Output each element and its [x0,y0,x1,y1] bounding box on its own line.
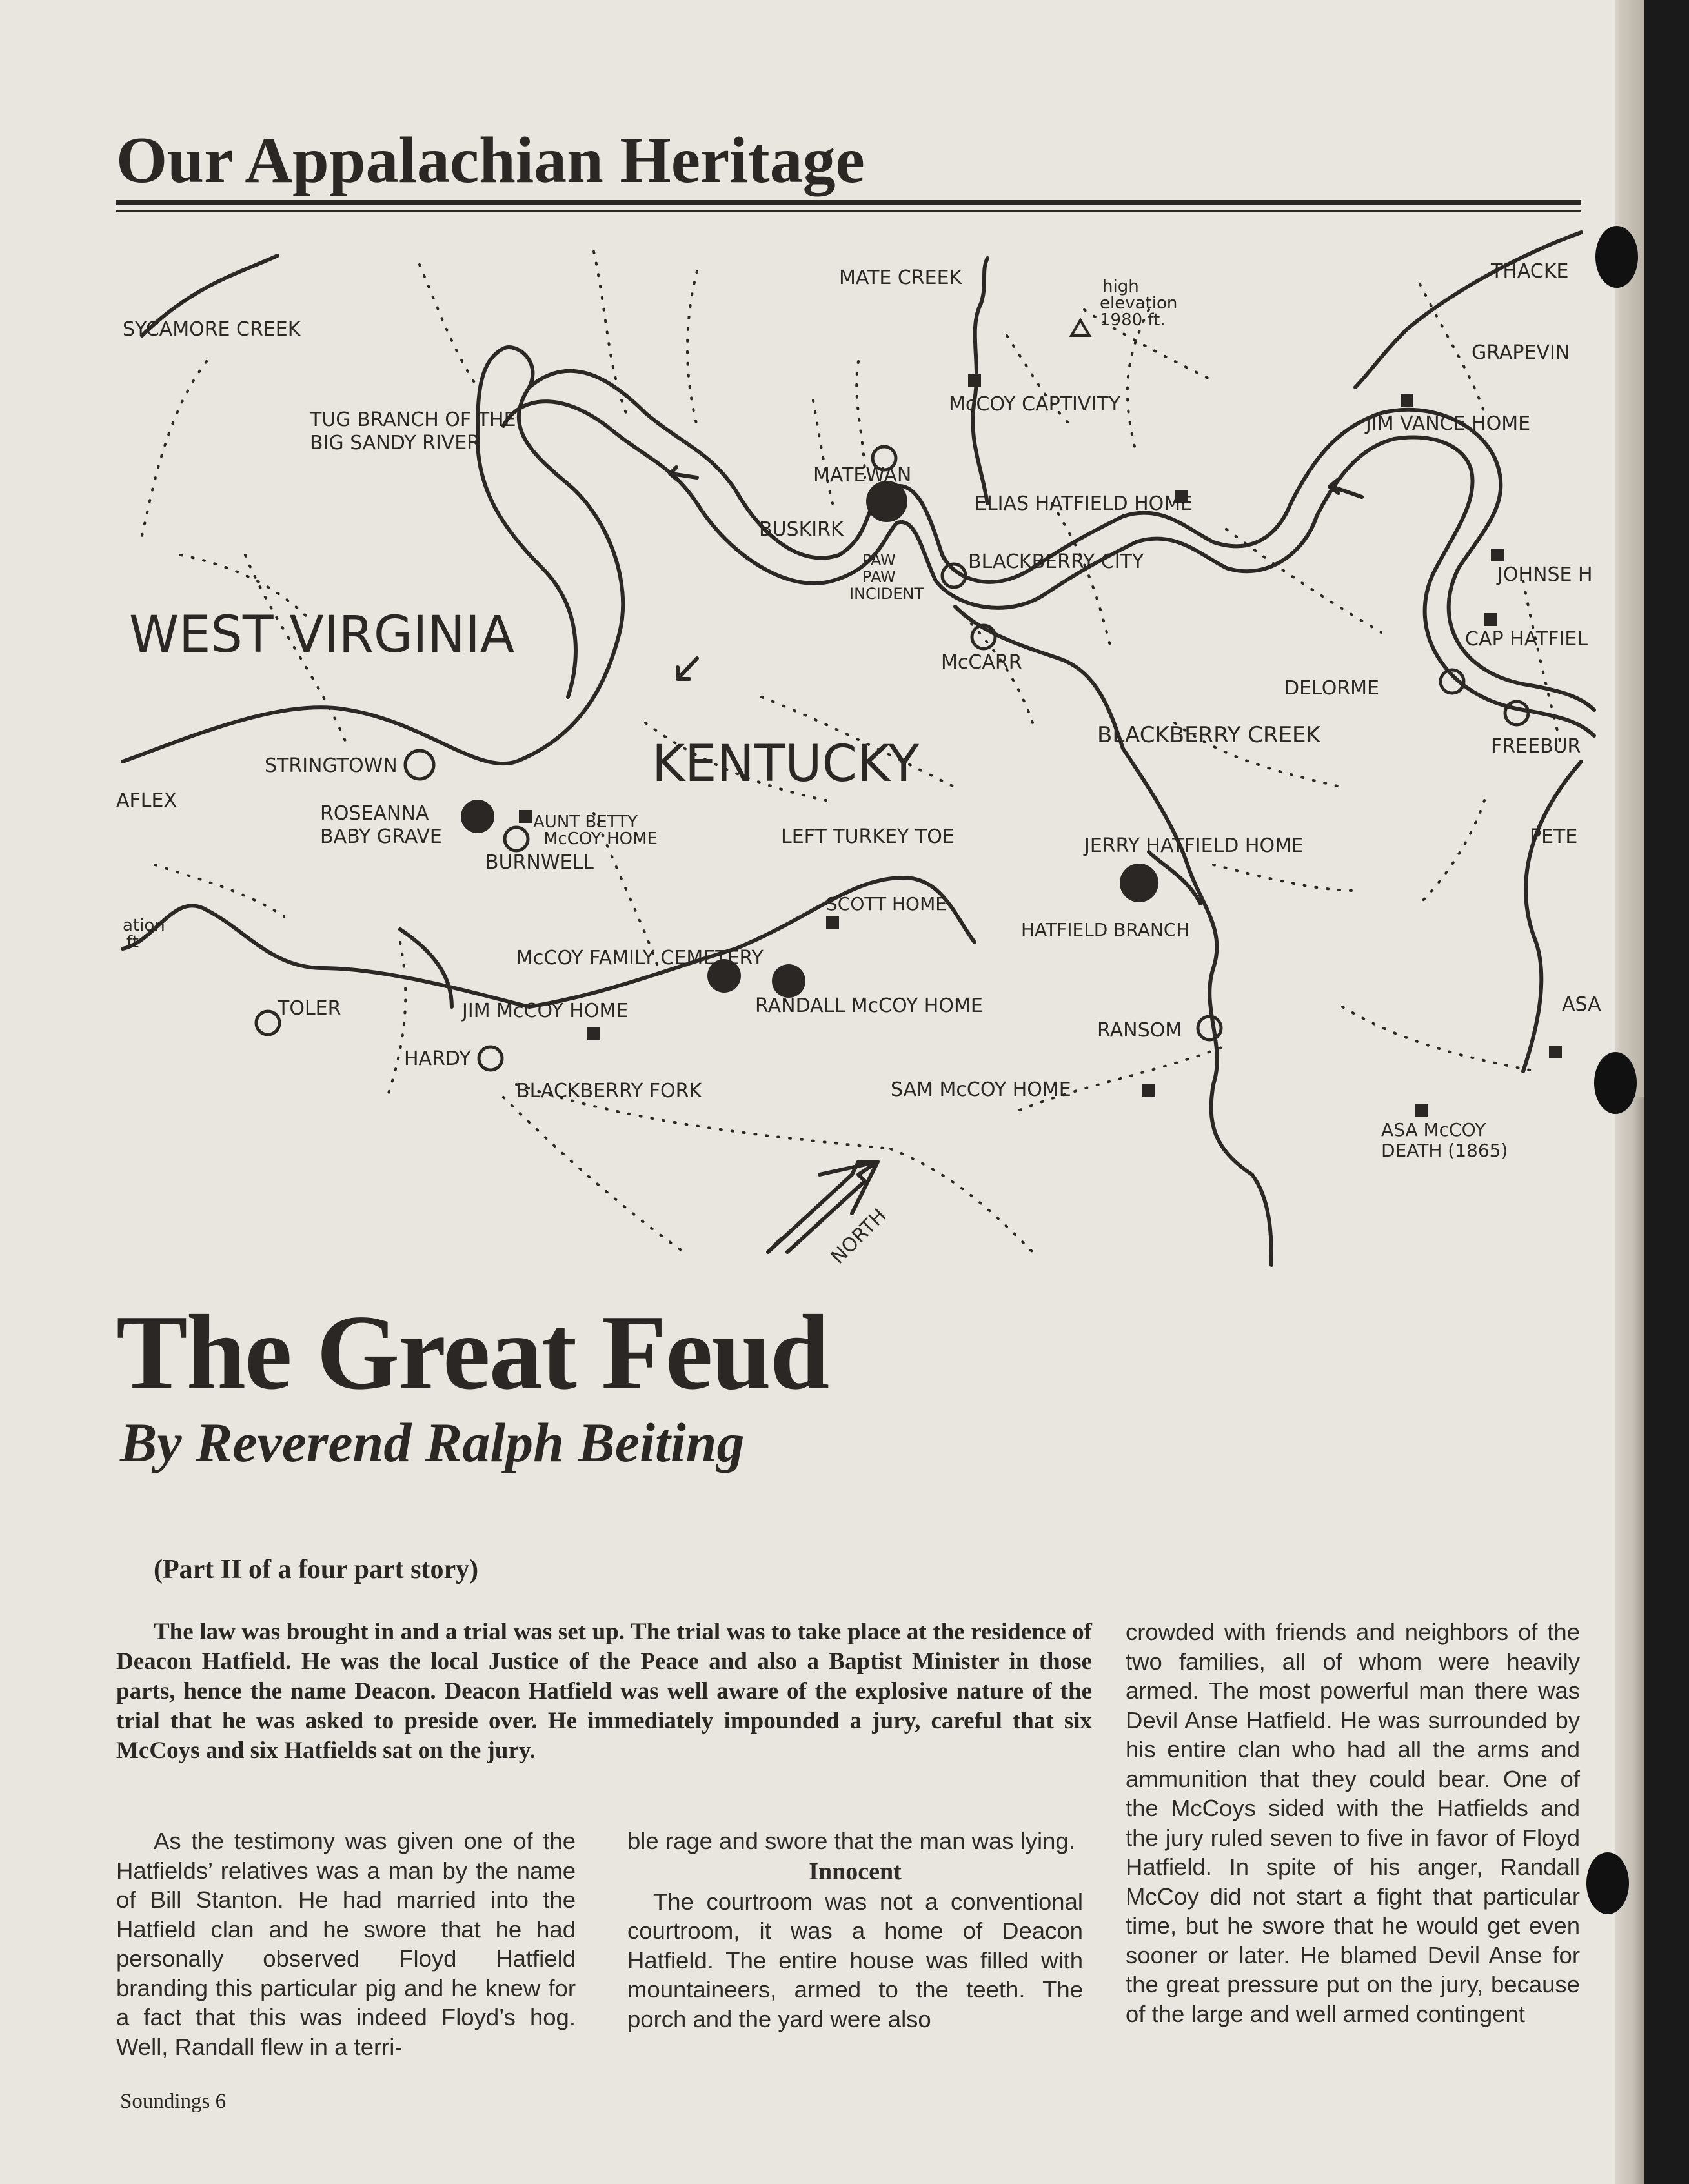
label-burnwell: BURNWELL [485,851,594,874]
map-trail [387,942,405,1097]
label-mccoy-cemetery: McCOY FAMILY CEMETERY [516,947,764,969]
label-johnse: JOHNSE H [1497,563,1593,586]
label-thacker: THACKE [1491,260,1569,283]
label-elevation: elevation [1100,294,1178,313]
article-title: The Great Feud [116,1293,829,1411]
binder-background [1644,0,1689,2184]
map-trail [687,271,697,426]
punch-hole-middle [1594,1052,1637,1114]
home-aunt-betty [519,810,532,823]
home-mccoy-captivity [968,374,981,387]
map-trail [1052,503,1110,645]
home-sam-mccoy [1142,1084,1155,1097]
label-roseanna: ROSEANNA [320,802,429,825]
home-cap-hatfield [1484,613,1497,626]
map-trail [891,1149,1033,1252]
label-toler: TOLER [278,997,341,1020]
site-jerry-hatfield-home [1120,864,1158,902]
home-scott [826,916,839,929]
town-hardy [479,1047,502,1070]
label-asa-mccoy: ASA McCOY [1381,1119,1486,1140]
label-hatfield-branch: HATFIELD BRANCH [1021,919,1190,940]
label-jim-vance-home: JIM VANCE HOME [1366,412,1531,435]
home-asa [1549,1046,1562,1058]
label-sam-mccoy-home: SAM McCOY HOME [891,1078,1071,1101]
label-elias-hatfield-home: ELIAS HATFIELD HOME [975,492,1193,515]
label-mccarr: McCARR [941,651,1022,674]
section-header-title: Our Appalachian Heritage [116,124,865,197]
label-blackberry-city: BLACKBERRY CITY [968,551,1144,573]
label-incident: INCIDENT [849,585,924,603]
label-elev-value: 1980 ft. [1100,310,1166,330]
label-hardy: HARDY [404,1047,471,1070]
page-curl [1619,0,1644,1097]
label-blackberry-fork: BLACKBERRY FORK [516,1080,702,1102]
label-mate-creek: MATE CREEK [839,267,962,289]
site-paw-paw-incident [866,481,907,522]
header-rule-thin [116,210,1581,212]
thacker-branch [1355,232,1581,387]
home-jim-mccoy [587,1027,600,1040]
map-trail [594,252,626,413]
feud-map-svg [116,232,1601,1291]
map-trail [813,400,833,503]
map-trail [1213,865,1355,891]
town-toler [256,1011,279,1035]
map-trail [1523,581,1562,749]
header-rule-thick [116,200,1581,205]
flow-arrow [678,658,697,679]
label-freeburn: FREEBUR [1491,735,1581,758]
map-trail [142,361,207,536]
column-3 [1126,1617,1580,2028]
label-aunt-betty-home: McCOY HOME [543,829,658,849]
label-matewan: MATEWAN [813,464,912,487]
column-2-text-a: ble rage and swore that the man was lying. [627,1828,1075,1854]
page-footer: Soundings 6 [120,2090,227,2113]
label-tug-branch: TUG BRANCH OF THE [310,409,516,431]
column-2 [627,1826,1083,2034]
hardy-branch [400,929,452,1007]
column-3-text: crowded with friends and neighbors of the two families, all of whom were heavily armed. The most powerful man there was Devil Anse Hatfield. He was surrounded by his entire clan who had all the arms and ammunition that they could bear. One of the McCoys sided with the Hatfields and the jury ruled seven to five in favor of Floyd Hatfield. In spite of his anger, Randall McCoy did not start a fight that particular time, but he swore that he would get even sooner or later. He blamed Devil Anse for the great pressure put on the jury, because of the large and well armed contingent [1126,1619,1580,2027]
label-kentucky: KENTUCKY [652,735,919,793]
label-paw: PAW [862,551,896,569]
label-mccoy-captivity: McCOY CAPTIVITY [949,393,1120,416]
lead-paragraph: The law was brought in and a trial was set up. The trial was to take place at the residence of Deacon Hatfield. He was the local Justice of the Peace and also a Baptist Minister in those parts, hence the name Deacon. Deacon Hatfield was well aware of the explosive nature of the trial that he was asked to preside over. He immediately impounded a jury, careful that six McCoys and six Hatfields sat on the jury. [116,1619,1092,1764]
label-high: high [1102,277,1139,296]
label-randall-mccoy-home: RANDALL McCOY HOME [755,995,983,1017]
column-1-text: As the testimony was given one of the Hatfields’ relatives was a man by the name of Bill Stanton. He had married into the Hatfield clan and he swore that he had personally observed Floyd Hatfield branding this particular pig and he knew for a fact that this was indeed Floyd’s hog. Well, Randall flew in a terri- [116,1828,576,2060]
map-trail [420,265,478,387]
label-jim-mccoy-home: JIM McCOY HOME [462,1000,629,1022]
label-scott-home: SCOTT HOME [826,893,947,915]
map-trail [503,1097,684,1252]
label-ft: ft [126,933,139,952]
map-trail [1342,1007,1536,1071]
flow-arrow [670,467,697,480]
label-big-sandy: BIG SANDY RIVER [310,432,481,454]
punch-hole-bottom [1586,1852,1629,1914]
home-johnse [1491,549,1504,561]
label-baby-grave: BABY GRAVE [320,825,442,848]
map-trail [1128,310,1149,452]
punch-hole-top [1595,226,1638,288]
label-asa: ASA [1562,993,1601,1016]
feud-map [116,232,1601,1291]
peter-creek [1523,762,1581,1071]
map-trail [155,865,284,916]
label-buskirk: BUSKIRK [759,518,844,541]
article-byline: By Reverend Ralph Beiting [120,1411,745,1473]
map-trail [856,361,865,478]
site-randall-mccoy-home [772,964,805,998]
label-stringtown: STRINGTOWN [265,754,398,777]
label-aflex: AFLEX [116,789,177,812]
town-freeburn [1505,702,1528,725]
subhead-innocent: Innocent [809,1857,902,1885]
map-trail [1420,800,1484,904]
label-asa-death: DEATH (1865) [1381,1140,1508,1161]
label-jerry-hatfield-home: JERRY HATFIELD HOME [1084,834,1304,857]
part-note: (Part II of a four part story) [154,1555,479,1584]
label-ransom: RANSOM [1097,1019,1182,1042]
label-grapevine: GRAPEVIN [1472,341,1570,364]
label-delorme: DELORME [1284,677,1379,700]
label-west-virginia: WEST VIRGINIA [129,606,515,664]
column-1 [116,1826,576,2061]
label-left-turkey-toe: LEFT TURKEY TOE [781,825,955,848]
label-paw2: PAW [862,568,896,586]
label-peter: PETE [1530,825,1578,848]
label-aunt-betty: AUNT BETTY [533,813,638,832]
town-stringtown [405,751,434,779]
elevation-triangle-icon [1071,320,1089,336]
site-roseanna-baby-grave [461,800,494,833]
column-2-text-b: The courtroom was not a conventional courtroom, it was a home of Deacon Hatfield. The entire house was filled with mountaineers, armed to the teeth. The porch and the yard were also [627,1888,1083,2032]
flow-arrow [1330,480,1362,497]
home-asa-mccoy [1415,1104,1428,1117]
label-ation: ation [123,916,165,935]
town-ransom [1198,1016,1221,1040]
home-jim-vance [1401,394,1413,407]
label-sycamore-creek: SYCAMORE CREEK [123,318,301,341]
label-cap-hatfield: CAP HATFIEL [1465,628,1588,651]
town-burnwell [505,827,528,851]
label-north: NORTH [826,1204,891,1269]
label-blackberry-creek: BLACKBERRY CREEK [1097,722,1320,748]
